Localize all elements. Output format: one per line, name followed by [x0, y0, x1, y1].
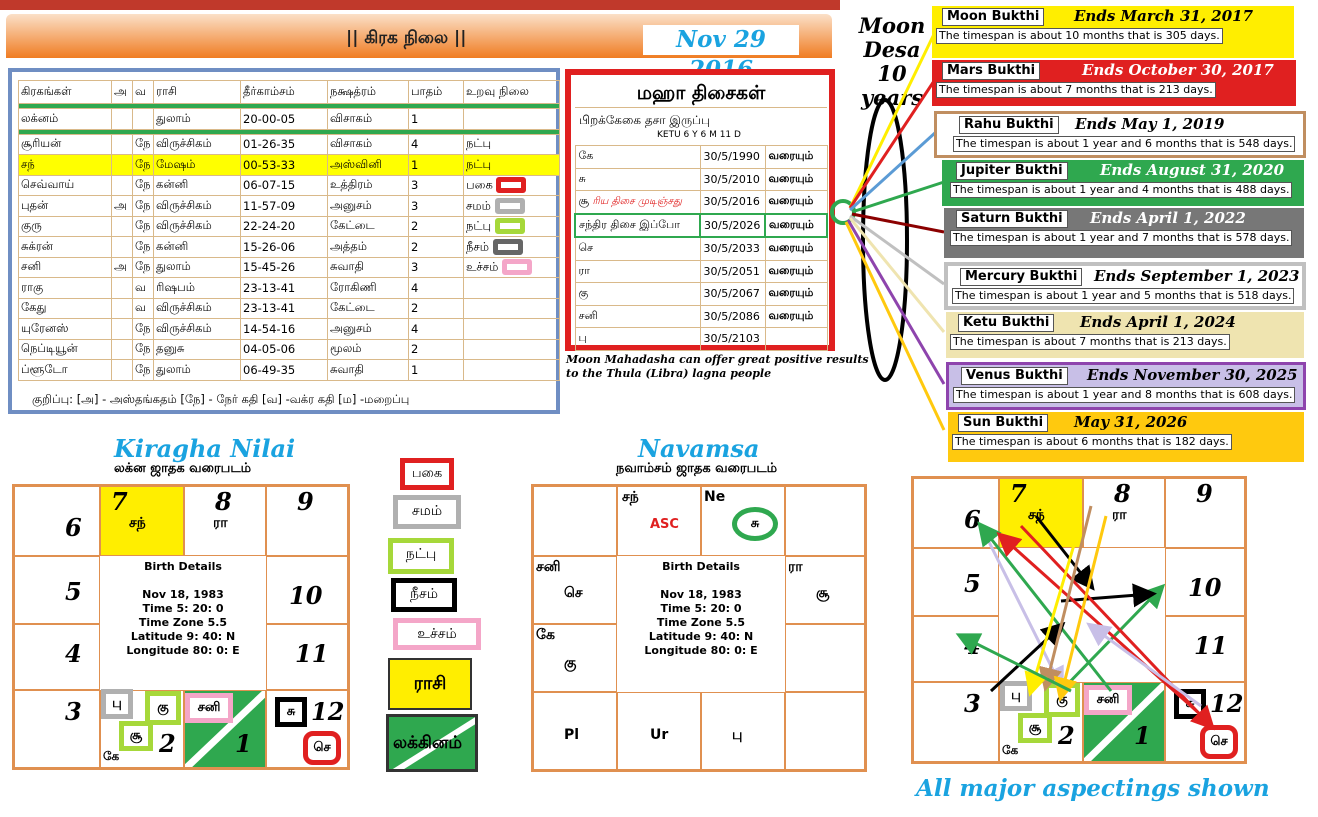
col-header: நக்ஷத்ரம் — [328, 81, 409, 104]
house-cell: பு கு சூ 2 கே — [100, 690, 184, 768]
dasa-suffix: வரையும் — [765, 237, 827, 260]
dasa-planet: பு — [575, 328, 700, 351]
cell: துலாம் — [154, 360, 241, 381]
dasa-title: மஹா திசைகள் — [575, 79, 827, 108]
cell: நெப்டியூன் — [19, 339, 112, 360]
cell: சமம் — [464, 196, 560, 217]
dasa-suffix: வரையும் — [765, 146, 827, 169]
cell: 3 — [409, 196, 464, 217]
cell: புதன் — [19, 196, 112, 217]
bukthi-end: Ends March 31, 2017 — [1074, 7, 1254, 25]
col-header: தீர்காம்சம் — [241, 81, 328, 104]
cell: 15-26-06 — [241, 237, 328, 258]
col-header: பாதம் — [409, 81, 464, 104]
col-header: வ — [133, 81, 154, 104]
house-cell-lagna: சனி 1 — [184, 690, 266, 768]
house-cell: 4 — [14, 624, 100, 690]
bukthi-moon — [932, 6, 1294, 58]
cell: 1 — [409, 109, 464, 130]
table-footnote: குறிப்பு: [அ] - அஸ்தங்கதம் [நே] - நேர் கதி [வ] -வக்ர கதி [ம] -மறைப்பு — [32, 392, 410, 406]
cell: சுவாதி — [328, 257, 409, 278]
house-cell: 10 — [266, 556, 348, 624]
cell: 3 — [409, 257, 464, 278]
bukthi-saturn — [944, 208, 1304, 258]
house-cell: பு கு சூ 2 கே — [999, 682, 1083, 762]
planet-sevvai: செ — [1200, 725, 1238, 759]
planet-ketu: கே — [1002, 743, 1019, 757]
cell: விருச்சிகம் — [154, 298, 241, 319]
cell: நீசம் — [464, 237, 560, 258]
dasa-planet: சந்திர திசை இப்போ — [575, 214, 700, 238]
house-cell: Ur — [617, 692, 701, 770]
house-cell: 5 — [913, 548, 999, 616]
moon-desa-line: Moon — [858, 13, 926, 38]
cell: நே — [133, 175, 154, 196]
col-header: உறவு நிலை — [464, 81, 560, 104]
house-cell — [785, 624, 865, 692]
bukthi-name: Mars Bukthi — [942, 62, 1040, 80]
house-cell: சு 12 செ — [266, 690, 348, 768]
cell: நே — [133, 196, 154, 217]
dasa-planet: சு — [575, 168, 700, 191]
dasa-date: 30/5/2010 — [700, 168, 765, 191]
rasi-chart — [12, 484, 350, 770]
bukthi-end: Ends November 30, 2025 — [1087, 366, 1298, 384]
dasa-suffix: வரையும் — [765, 214, 827, 238]
cell: நே — [133, 237, 154, 258]
cell: கன்னி — [154, 237, 241, 258]
bukthi-desc: The timespan is about 1 year and 6 months that is 548 days. — [953, 136, 1295, 152]
planet-sani: சனி — [1084, 685, 1132, 715]
date-label: Nov 29 — [643, 25, 799, 55]
planet-surya: சூ — [1018, 713, 1052, 743]
cell: 2 — [409, 298, 464, 319]
cell: 4 — [409, 278, 464, 299]
house-cell: கே கு — [533, 624, 617, 692]
cell: விசாகம் — [328, 109, 409, 130]
cell: 1 — [409, 155, 464, 176]
cell: வ — [133, 298, 154, 319]
legend-debilitated: நீசம் — [391, 578, 457, 612]
bukthi-name: Mercury Bukthi — [960, 268, 1082, 286]
cell: ரோகிணி — [328, 278, 409, 299]
planet-sevvai: செ — [303, 731, 341, 765]
bukthi-end: Ends October 30, 2017 — [1082, 61, 1274, 79]
dasa-planet: சூ ரிய திசை முடிஞ்சது — [575, 191, 700, 214]
cell: லக்னம் — [19, 109, 112, 130]
cell: அ — [112, 257, 133, 278]
cell: நே — [133, 339, 154, 360]
cell: 2 — [409, 237, 464, 258]
col-header: கிரகங்கள் — [19, 81, 112, 104]
cell: சனி — [19, 257, 112, 278]
cell: வ — [133, 278, 154, 299]
bukthi-desc: The timespan is about 7 months that is 213 days. — [936, 82, 1216, 98]
cell: நே — [133, 155, 154, 176]
page-title: || கிரக நிலை || — [346, 28, 467, 48]
bukthi-end: Ends September 1, 2023 — [1094, 267, 1300, 285]
cell: ராகு — [19, 278, 112, 299]
aspect-note: All major aspectings shown — [916, 775, 1270, 802]
house-cell: 8 ரா — [184, 486, 266, 556]
bukthi-desc: The timespan is about 10 months that is 305 days. — [936, 28, 1223, 44]
dasa-planet: கே — [575, 146, 700, 169]
cell: அனுசம் — [328, 196, 409, 217]
cell: சந் — [19, 155, 112, 176]
cell: நே — [133, 360, 154, 381]
bukthi-name: Venus Bukthi — [961, 367, 1068, 385]
planet-ketu: கே — [103, 749, 120, 763]
cell: விசாகம் — [328, 134, 409, 155]
planet-budha: பு — [1000, 681, 1032, 711]
planet-budha: பு — [101, 689, 133, 719]
cell: சுக்ரன் — [19, 237, 112, 258]
cell: 2 — [409, 216, 464, 237]
bukthi-end: Ends April 1, 2022 — [1090, 209, 1246, 227]
cell: 3 — [409, 175, 464, 196]
legend-exalted: உச்சம் — [393, 618, 481, 650]
house-cell: 9 — [1165, 478, 1245, 548]
cell: நே — [133, 134, 154, 155]
house-cell-7: 7 சந் — [999, 478, 1083, 548]
legend-friend: நட்பு — [388, 538, 454, 574]
cell: 06-49-35 — [241, 360, 328, 381]
legend-neutral: சமம் — [393, 495, 461, 529]
house-cell: 8 ரா — [1083, 478, 1165, 548]
dasa-balance: KETU 6 Y 6 M 11 D — [657, 130, 741, 140]
cell: கேட்டை — [328, 216, 409, 237]
cell: விருச்சிகம் — [154, 319, 241, 340]
planet-sukra: சு — [275, 697, 307, 727]
cell: 23-13-41 — [241, 278, 328, 299]
legend-lagna: லக்கினம் — [386, 714, 478, 772]
cell: 04-05-06 — [241, 339, 328, 360]
cell: கேது — [19, 298, 112, 319]
bukthi-desc: The timespan is about 7 months that is 213 days. — [950, 334, 1230, 350]
dasa-date: 30/5/2016 — [700, 191, 765, 214]
planet-guru: கு — [145, 691, 181, 725]
planet-guru: கு — [1044, 683, 1080, 717]
cell: சுவாதி — [328, 360, 409, 381]
rasi-chart-title: Kiragha Nilai — [114, 434, 296, 463]
cell: 23-13-41 — [241, 298, 328, 319]
dasa-date: 30/5/1990 — [700, 146, 765, 169]
cell: விருச்சிகம் — [154, 196, 241, 217]
dasa-date: 30/5/2051 — [700, 260, 765, 283]
dasa-planet: சனி — [575, 305, 700, 328]
cell: அ — [112, 196, 133, 217]
cell: சூரியன் — [19, 134, 112, 155]
house-cell: பு — [701, 692, 785, 770]
dasa-date: 30/5/2026 — [700, 214, 765, 238]
cell: 11-57-09 — [241, 196, 328, 217]
cell: விருச்சிகம் — [154, 134, 241, 155]
navamsa-subtitle: நவாம்சம் ஜாதக வரைபடம் — [616, 461, 778, 476]
bukthi-rahu — [934, 111, 1306, 158]
cell: நட்பு — [464, 134, 560, 155]
bukthi-name: Saturn Bukthi — [956, 210, 1068, 228]
house-cell: சந் ASC — [617, 486, 701, 556]
bukthi-desc: The timespan is about 1 year and 7 months that is 578 days. — [950, 230, 1292, 246]
cell: 2 — [409, 339, 464, 360]
bukthi-name: Moon Bukthi — [942, 8, 1044, 26]
dasa-suffix: வரையும் — [765, 191, 827, 214]
cell: உச்சம் — [464, 257, 560, 278]
house-cell: 11 — [1165, 616, 1245, 682]
dasa-planet: கு — [575, 283, 700, 306]
planet-surya: சூ — [119, 721, 153, 751]
bukthi-desc: The timespan is about 1 year and 4 months that is 488 days. — [950, 182, 1292, 198]
navamsa-chart — [531, 484, 867, 772]
cell: யுரேனஸ் — [19, 319, 112, 340]
bukthi-end: Ends April 1, 2024 — [1080, 313, 1236, 331]
house-cell: சு 12 செ — [1165, 682, 1245, 762]
cell: 01-26-35 — [241, 134, 328, 155]
house-cell — [533, 486, 617, 556]
cell: விருச்சிகம் — [154, 216, 241, 237]
aspect-arrows — [911, 476, 1247, 764]
col-header: ராசி — [154, 81, 241, 104]
cell: அஸ்வினி — [328, 155, 409, 176]
cell: மூலம் — [328, 339, 409, 360]
cell: பகை — [464, 175, 560, 196]
bukthi-name: Ketu Bukthi — [958, 314, 1054, 332]
moon-desa-line: years — [860, 85, 924, 110]
bukthi-desc: The timespan is about 1 year and 8 months that is 608 days. — [953, 387, 1295, 403]
cell: கன்னி — [154, 175, 241, 196]
cell: தனுசு — [154, 339, 241, 360]
house-cell: ரா சூ — [785, 556, 865, 624]
cell: ப்ளூடோ — [19, 360, 112, 381]
dasa-suffix: வரையும் — [765, 260, 827, 283]
house-cell-lagna: சனி 1 — [1083, 682, 1165, 762]
dasa-date: 30/5/2033 — [700, 237, 765, 260]
birth-details: Birth Details Nov 18, 1983 Time 5: 20: 0 Time Zone 5.5 Latitude 9: 40: N Longitude 80: 0: E — [644, 560, 758, 657]
house-cell: 9 — [266, 486, 348, 556]
col-header: அ — [112, 81, 133, 104]
dasa-suffix: வரையும் — [765, 283, 827, 306]
bukthi-mars — [932, 60, 1296, 106]
cell: அனுசம் — [328, 319, 409, 340]
cell: குரு — [19, 216, 112, 237]
house-cell: 11 — [266, 624, 348, 690]
cell: அத்தம் — [328, 237, 409, 258]
planet-sani: சனி — [185, 693, 233, 723]
cell: துலாம் — [154, 257, 241, 278]
cell: 22-24-20 — [241, 216, 328, 237]
house-cell: 3 — [14, 690, 100, 768]
house-cell: 6 — [14, 486, 100, 556]
bukthi-name: Sun Bukthi — [958, 414, 1048, 432]
cell: நே — [133, 216, 154, 237]
cell: உத்திரம் — [328, 175, 409, 196]
cell: 4 — [409, 319, 464, 340]
cell: கேட்டை — [328, 298, 409, 319]
house-cell: 4 — [913, 616, 999, 682]
bukthi-end: May 31, 2026 — [1074, 413, 1188, 431]
cell: நே — [133, 257, 154, 278]
moon-mahadasha-note: Moon Mahadasha can offer great positive results to the Thula (Libra) lagna people — [566, 353, 869, 380]
cell: செவ்வாய் — [19, 175, 112, 196]
house-cell-7: 7 சந் — [100, 486, 184, 556]
bukthi-name: Rahu Bukthi — [959, 116, 1059, 134]
bukthi-mercury — [944, 262, 1306, 310]
moon-desa-line: 10 — [877, 61, 907, 86]
cell: ரிஷபம் — [154, 278, 241, 299]
house-cell: Pl — [533, 692, 617, 770]
legend-rasi: ராசி — [388, 658, 472, 710]
house-cell: 3 — [913, 682, 999, 762]
dasa-suffix: வரையும் — [765, 168, 827, 191]
dasa-planet: செ — [575, 237, 700, 260]
birth-details: Birth Details Nov 18, 1983 Time 5: 20: 0 Time Zone 5.5 Latitude 9: 40: N Longitude 80: 0: E — [126, 560, 240, 657]
dasa-date: 30/5/2103 — [700, 328, 765, 351]
cell: நே — [133, 319, 154, 340]
cell: 1 — [409, 360, 464, 381]
cell: 14-54-16 — [241, 319, 328, 340]
house-cell: 5 — [14, 556, 100, 624]
cell: நட்பு — [464, 155, 560, 176]
bukthi-desc: The timespan is about 1 year and 5 months that is 518 days. — [952, 288, 1294, 304]
rasi-chart-subtitle: லக்ன ஜாதக வரைபடம் — [114, 461, 252, 476]
cell: 4 — [409, 134, 464, 155]
house-cell: 6 — [913, 478, 999, 548]
bukthi-end: Ends August 31, 2020 — [1100, 161, 1285, 179]
bukthi-desc: The timespan is about 6 months that is 182 days. — [952, 434, 1232, 450]
cell: துலாம் — [154, 109, 241, 130]
dasa-suffix: வரையும் — [765, 305, 827, 328]
cell: 15-45-26 — [241, 257, 328, 278]
cell: 06-07-15 — [241, 175, 328, 196]
legend-enemy: பகை — [400, 458, 454, 490]
bukthi-ketu — [946, 312, 1304, 358]
cell: 20-00-05 — [241, 109, 328, 130]
cell: நட்பு — [464, 216, 560, 237]
cell: மேஷம் — [154, 155, 241, 176]
bukthi-venus — [946, 362, 1306, 410]
dasa-date: 30/5/2067 — [700, 283, 765, 306]
house-cell — [785, 486, 865, 556]
bukthi-jupiter — [942, 160, 1304, 206]
house-cell: 10 — [1165, 548, 1245, 616]
bukthi-name: Jupiter Bukthi — [956, 162, 1068, 180]
dasa-planet: ரா — [575, 260, 700, 283]
planet-sukra: சு — [1174, 689, 1206, 719]
moon-desa-line: Desa — [863, 37, 921, 62]
navamsa-title: Navamsa — [638, 434, 760, 463]
planet-sukra: சு — [732, 507, 778, 541]
bukthi-sun — [948, 412, 1304, 462]
house-cell — [785, 692, 865, 770]
aspect-chart — [911, 476, 1247, 764]
dasa-date: 30/5/2086 — [700, 305, 765, 328]
house-cell: சனி செ — [533, 556, 617, 624]
dasa-subtitle: பிறக்கேகை தசா இருப்பு — [579, 113, 711, 127]
cell: 00-53-33 — [241, 155, 328, 176]
bukthi-end: Ends May 1, 2019 — [1075, 115, 1225, 133]
house-cell: Ne சு — [701, 486, 785, 556]
